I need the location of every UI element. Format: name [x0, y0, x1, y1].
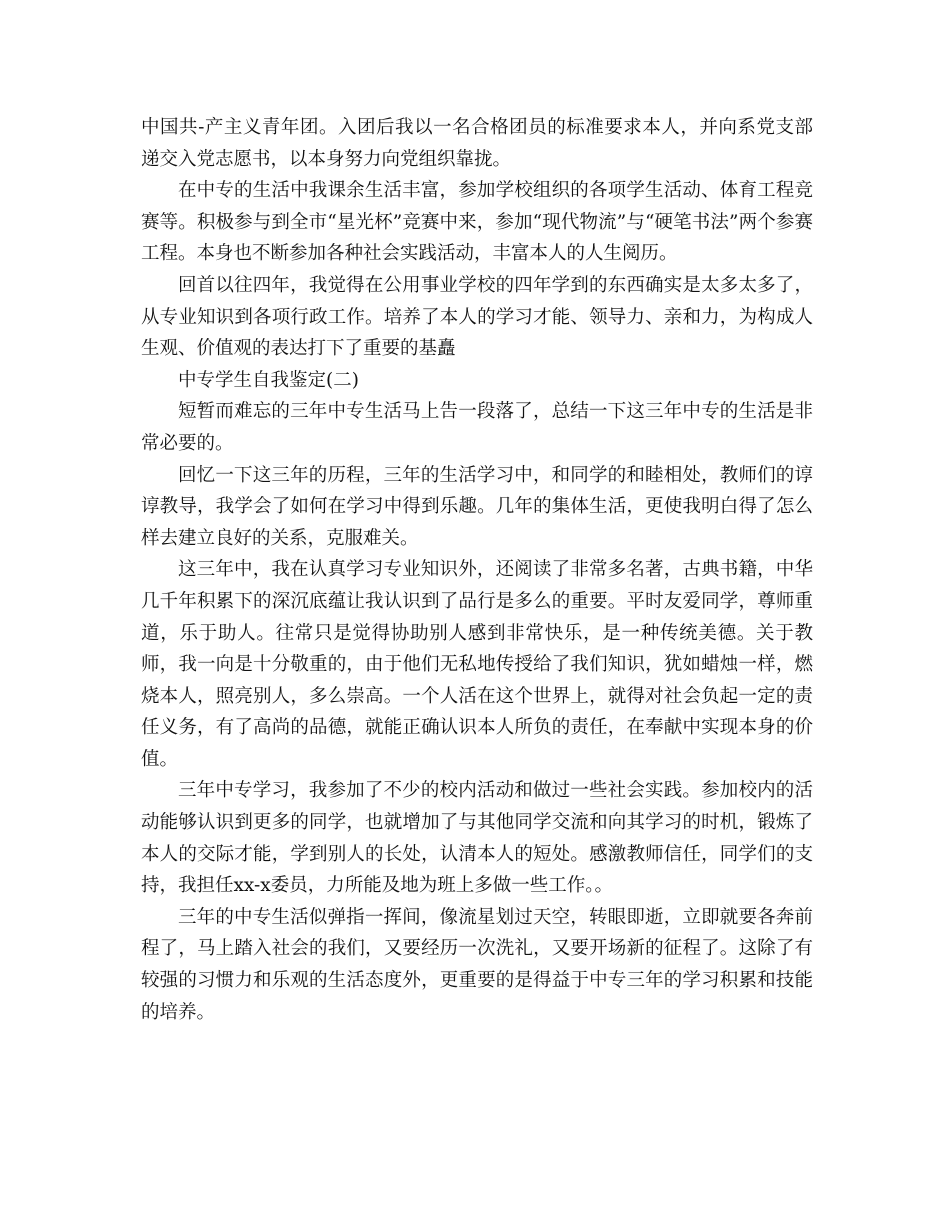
paragraph-study-morals: 这三年中，我在认真学习专业知识外，还阅读了非常多名著，古典书籍，中华几千年积累下的深沉底蕴让我认识到了品行是多么的重要。平时友爱同学，尊师重道，乐于助人。往常只是觉得协助别人感到非常快乐，是一种传统美德。关于教师，我一向是十分敬重的，由于他们无私地传授给了我们知识，犹如蜡烛一样，燃烧本人，照亮别人，多么崇高。一个人活在这个世界上，就得对社会负起一定的责任义务，有了高尚的品德，就能正确认识本人所负的责任，在奉献中实现本身的价值。 [141, 559, 813, 770]
paragraph-intro: 短暂而难忘的三年中专生活马上告一段落了，总结一下这三年中专的生活是非常必要的。 [141, 401, 813, 454]
paragraph-recall: 回忆一下这三年的历程，三年的生活学习中，和同学的和睦相处，教师们的谆谆教导，我学会了如何在学习中得到乐趣。几年的集体生活，更使我明白得了怎么样去建立良好的关系，克服难关。 [141, 464, 813, 549]
section-heading: 中专学生自我鉴定(二) [178, 369, 359, 391]
paragraph-campus-activities: 三年中专学习，我参加了不少的校内活动和做过一些社会实践。参加校内的活动能够认识到更多的同学，也就增加了与其他同学交流和向其学习的时机，锻炼了本人的交际才能，学到别人的长处，认清本人的短处。感激教师信任，同学们的支持，我担任xx-x委员，力所能及地为班上多做一些工作。。 [141, 780, 813, 897]
document-page [141, 112, 813, 1028]
paragraph-continuation: 中国共-产主义青年团。入团后我以一名合格团员的标准要求本人，并向系党支部递交入党志愿书，以本身努力向党组织靠拢。 [141, 117, 813, 170]
paragraph-reflection: 回首以往四年，我觉得在公用事业学校的四年学到的东西确实是太多太多了，从专业知识到各项行政工作。培养了本人的学习才能、领导力、亲和力，为构成人生观、价值观的表达打下了重要的基矗 [141, 274, 813, 360]
paragraph-activities: 在中专的生活中我课余生活丰富，参加学校组织的各项学生活动、体育工程竞赛等。积极参与到全市“星光杯”竞赛中来，参加“现代物流”与“硬笔书法”两个参赛工程。本身也不断参加各种社会实践活动，丰富本人的人生阅历。 [141, 180, 813, 265]
paragraph-conclusion: 三年的中专生活似弹指一挥间，像流星划过天空，转眼即逝，立即就要各奔前程了，马上踏入社会的我们，又要经历一次洗礼，又要开场新的征程了。这除了有较强的习惯力和乐观的生活态度外，更重要的是得益于中专三年的学习积累和技能的培养。 [141, 906, 813, 1023]
